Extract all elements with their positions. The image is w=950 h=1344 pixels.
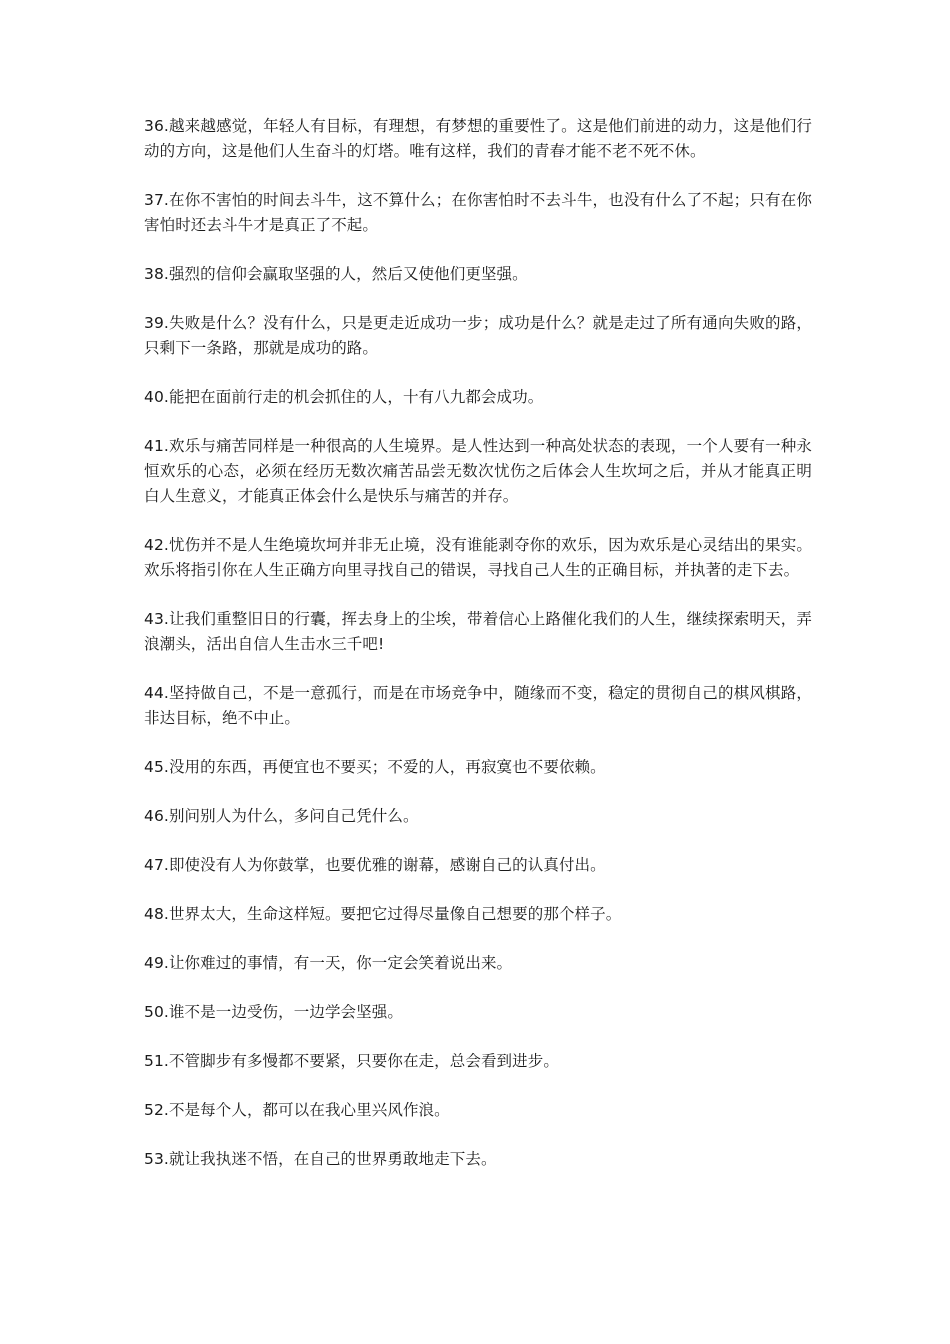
quote-51: 51.不管脚步有多慢都不要紧，只要你在走，总会看到进步。 bbox=[144, 1052, 559, 1070]
quote-50: 50.谁不是一边受伤，一边学会坚强。 bbox=[144, 1003, 403, 1021]
quote-40: 40.能把在面前行走的机会抓住的人，十有八九都会成功。 bbox=[144, 388, 544, 406]
quote-36: 36.越来越感觉，年轻人有目标，有理想，有梦想的重要性了。这是他们前进的动力，这是他们行动的方向，这是他们人生奋斗的灯塔。唯有这样，我们的青春才能不老不死不休。 bbox=[144, 117, 812, 160]
document-page bbox=[144, 114, 812, 1196]
quote-46: 46.别问别人为什么，多问自己凭什么。 bbox=[144, 807, 419, 825]
quote-42: 42.忧伤并不是人生绝境坎坷并非无止境，没有谁能剥夺你的欢乐，因为欢乐是心灵结出的果实。欢乐将指引你在人生正确方向里寻找自己的错误，寻找自己人生的正确目标，并执著的走下去。 bbox=[144, 536, 812, 579]
quote-48: 48.世界太大，生命这样短。要把它过得尽量像自己想要的那个样子。 bbox=[144, 905, 622, 923]
quote-53: 53.就让我执迷不悟，在自己的世界勇敢地走下去。 bbox=[144, 1150, 497, 1168]
quote-49: 49.让你难过的事情，有一天，你一定会笑着说出来。 bbox=[144, 954, 513, 972]
quote-41: 41.欢乐与痛苦同样是一种很高的人生境界。是人性达到一种高处状态的表现，一个人要有一种永恒欢乐的心态，必须在经历无数次痛苦品尝无数次忧伤之后体会人生坎坷之后，并从才能真正明白人生意义，才能真正体会什么是快乐与痛苦的并存。 bbox=[144, 437, 812, 505]
quote-52: 52.不是每个人，都可以在我心里兴风作浪。 bbox=[144, 1101, 450, 1119]
quote-37: 37.在你不害怕的时间去斗牛，这不算什么；在你害怕时不去斗牛，也没有什么了不起；只有在你害怕时还去斗牛才是真正了不起。 bbox=[144, 191, 812, 234]
quote-44: 44.坚持做自己，不是一意孤行，而是在市场竞争中，随缘而不变，稳定的贯彻自己的棋风棋路，非达目标，绝不中止。 bbox=[144, 684, 812, 727]
quote-39: 39.失败是什么？没有什么，只是更走近成功一步；成功是什么？就是走过了所有通向失败的路，只剩下一条路，那就是成功的路。 bbox=[144, 314, 812, 357]
quote-38: 38.强烈的信仰会赢取坚强的人，然后又使他们更坚强。 bbox=[144, 265, 528, 283]
quote-43: 43.让我们重整旧日的行囊，挥去身上的尘埃，带着信心上路催化我们的人生，继续探索明天，弄浪潮头，活出自信人生击水三千吧! bbox=[144, 610, 812, 653]
quote-47: 47.即使没有人为你鼓掌，也要优雅的谢幕，感谢自己的认真付出。 bbox=[144, 856, 606, 874]
quote-45: 45.没用的东西，再便宜也不要买；不爱的人，再寂寞也不要依赖。 bbox=[144, 758, 606, 776]
